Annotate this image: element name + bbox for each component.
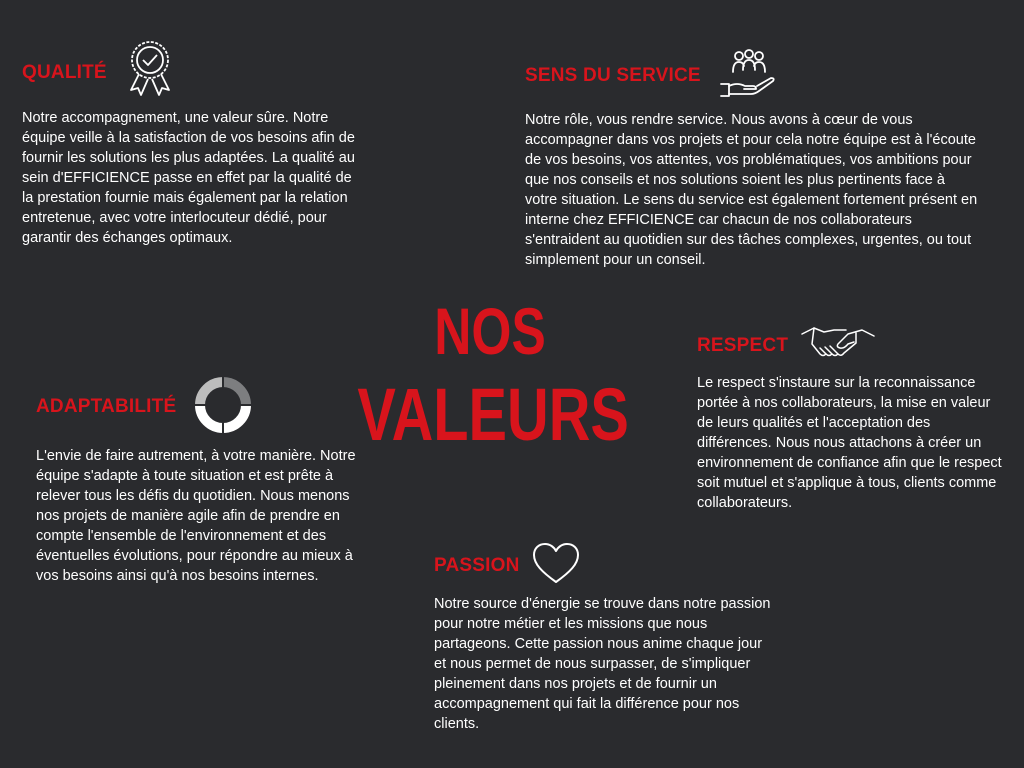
value-qualite-title: QUALITÉ: [22, 62, 107, 83]
award-ribbon-check-icon: [127, 40, 173, 107]
value-passion: [434, 538, 774, 734]
main-title-line2: VALEURS: [357, 373, 629, 456]
cycle-ring-icon: [192, 374, 254, 441]
value-qualite: [22, 42, 362, 248]
heart-icon: [532, 542, 580, 591]
value-passion-text: Notre source d'énergie se trouve dans notre passion pour notre métier et les missions que nous partageons. Cette passion nous anime chaque jour et nous permet de nous surpasser, de s'impliquer pleinement dans nos projets et de fournir un accompagnement qui fait la différence pour nos clients.: [434, 596, 771, 732]
value-adaptabilite-text: L'envie de faire autrement, à votre manière. Notre équipe s'adapte à toute situation et est prête à relever tous les défis du quotidien. Nous menons nos projets de manière agile afin de prendre en compte l'ensemble de l'environnement et des éventuelles évolutions, pour répondre au mieux à vos besoins ainsi qu'à nos besoins internes.: [36, 448, 356, 584]
value-passion-title: PASSION: [434, 555, 520, 576]
handshake-icon: [800, 324, 876, 369]
value-sens-du-service-title: SENS DU SERVICE: [525, 65, 701, 86]
hand-people-icon: [719, 48, 777, 105]
main-title-line1: NOS: [434, 294, 546, 368]
value-respect-title: RESPECT: [697, 335, 789, 356]
value-adaptabilite: [36, 376, 366, 586]
value-sens-du-service-text: Notre rôle, vous rendre service. Nous avons à cœur de vous accompagner dans vos projets et pour cela notre équipe est à l'écoute de vos besoins, vos attentes, vos problématiques, vos ambitions pour que nos conseils et nos solutions soient les plus pertinents face à votre situation. Le sens du service est également fortement présent en interne chez EFFICIENCE car chacun de nos collaborateurs s'entraident au quotidien sur des tâches complexes, urgentes, ou tout simplement pour un conseil.: [525, 112, 978, 268]
value-respect-text: Le respect s'instaure sur la reconnaissance portée à nos collaborateurs, la mise en valeur de leurs qualités et l'acceptation des différences. Nous nous attachons à créer un environnement de confiance afin que le respect soit mutuel et s'applique à tous, clients comme collaborateurs.: [697, 375, 1002, 511]
value-adaptabilite-title: ADAPTABILITÉ: [36, 396, 177, 417]
value-respect: [697, 322, 1002, 513]
value-sens-du-service: [525, 46, 980, 270]
value-qualite-text: Notre accompagnement, une valeur sûre. Notre équipe veille à la satisfaction de vos besoins afin de fournir les solutions les plus adaptées. La qualité au sein d'EFFICIENCE passe en effet par la qualité de la prestation fournie mais également par la relation entretenue, avec votre interlocuteur dédié, pour garantir des échanges optimaux.: [22, 110, 355, 246]
